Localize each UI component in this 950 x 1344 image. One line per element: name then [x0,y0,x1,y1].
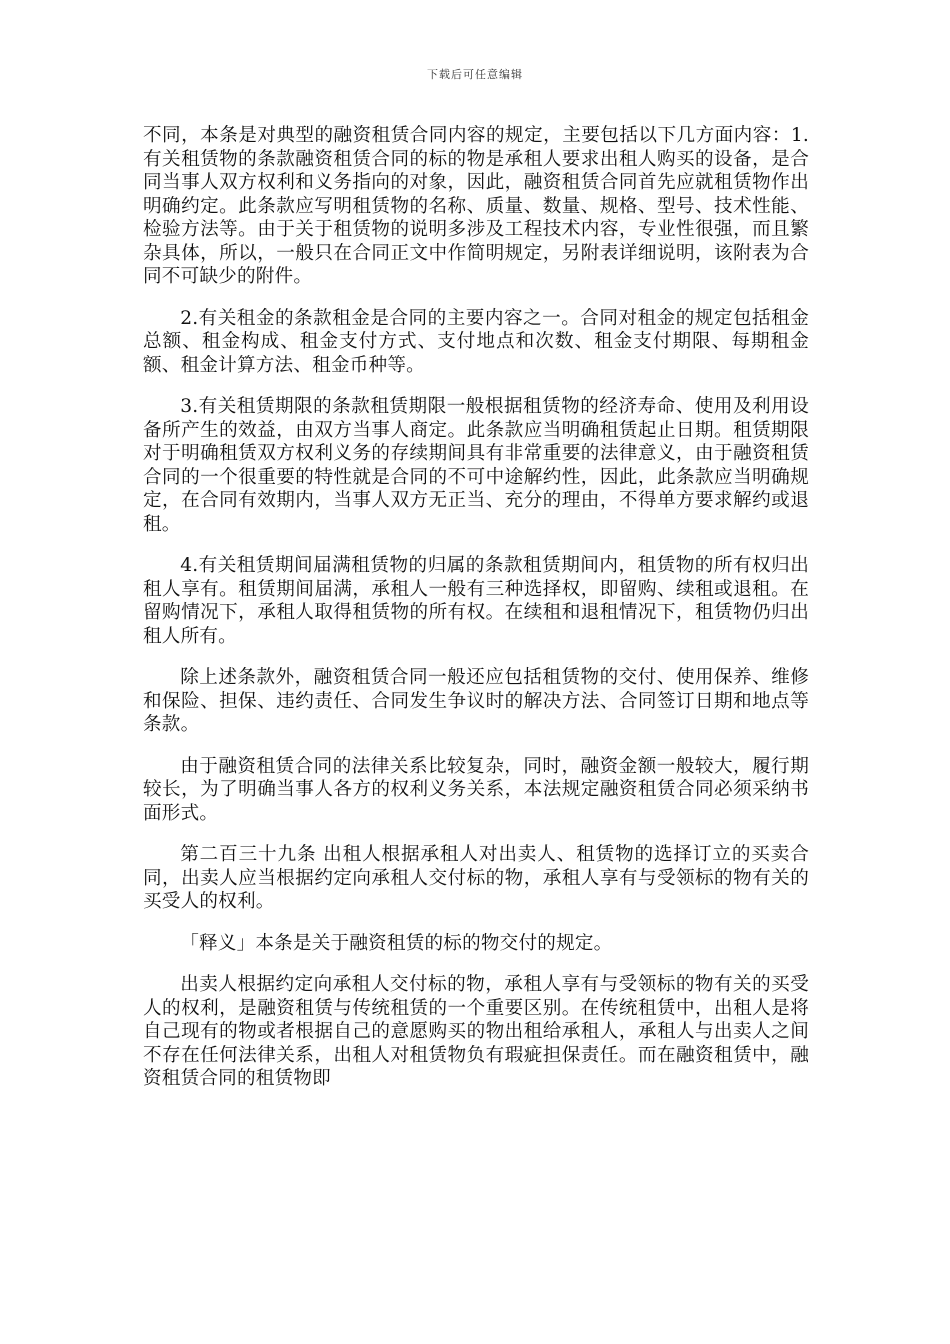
paragraph-1: 不同，本条是对典型的融资租赁合同内容的规定，主要包括以下几方面内容：1.有关租赁物的条款融资租赁合同的标的物是承租人要求出租人购买的设备，是合同当事人双方权利和义务指向的对象，因此，融资租赁合同首先应就租赁物作出明确约定。此条款应写明租赁物的名称、质量、数量、规格、型号、技术性能、检验方法等。由于关于租赁物的说明多涉及工程技术内容，专业性很强，而且繁杂具体，所以，一般只在合同正文中作简明规定，另附表详细说明，该附表为合同不可缺少的附件。 [143,125,809,287]
paragraph-8: 「释义」本条是关于融资租赁的标的物交付的规定。 [180,932,613,954]
paragraph-5: 除上述条款外，融资租赁合同一般还应包括租赁物的交付、使用保养、维修和保险、担保、违约责任、合同发生争议时的解决方法、合同签订日期和地点等条款。 [143,667,809,735]
paragraph-9: 出卖人根据约定向承租人交付标的物，承租人享有与受领标的物有关的买受人的权利，是融资租赁与传统租赁的一个重要区别。在传统租赁中，出租人是将自己现有的物或者根据自己的意愿购买的物出租给承租人，承租人与出卖人之间不存在任何法律关系，出租人对租赁物负有瑕疵担保责任。而在融资租赁中，融资租赁合同的租赁物即 [143,974,809,1089]
page-header: 下载后可任意编辑 [427,68,523,81]
paragraph-3: 3.有关租赁期限的条款租赁期限一般根据租赁物的经济寿命、使用及利用设备所产生的效益，由双方当事人商定。此条款应当明确租赁起止日期。租赁期限对于明确租赁双方权利义务的存续期间具有非常重要的法律意义，由于融资租赁合同的一个很重要的特性就是合同的不可中途解约性，因此，此条款应当明确规定，在合同有效期内，当事人双方无正当、充分的理由，不得单方要求解约或退租。 [143,396,809,535]
paragraph-7: 第二百三十九条 出租人根据承租人对出卖人、租赁物的选择订立的买卖合同，出卖人应当根据约定向承租人交付标的物，承租人享有与受领标的物有关的买受人的权利。 [143,844,809,912]
paragraph-6: 由于融资租赁合同的法律关系比较复杂，同时，融资金额一般较大，履行期较长，为了明确当事人各方的权利义务关系，本法规定融资租赁合同必须采纳书面形式。 [143,755,809,824]
paragraph-2: 2.有关租金的条款租金是合同的主要内容之一。合同对租金的规定包括租金总额、租金构成、租金支付方式、支付地点和次数、租金支付期限、每期租金额、租金计算方法、租金币种等。 [143,307,809,376]
paragraph-4: 4.有关租赁期间届满租赁物的归属的条款租赁期间内，租赁物的所有权归出租人享有。租赁期间届满，承租人一般有三种选择权，即留购、续租或退租。在留购情况下，承租人取得租赁物的所有权。在续租和退租情况下，租赁物仍归出租人所有。 [143,555,809,647]
document-body [143,124,809,1109]
